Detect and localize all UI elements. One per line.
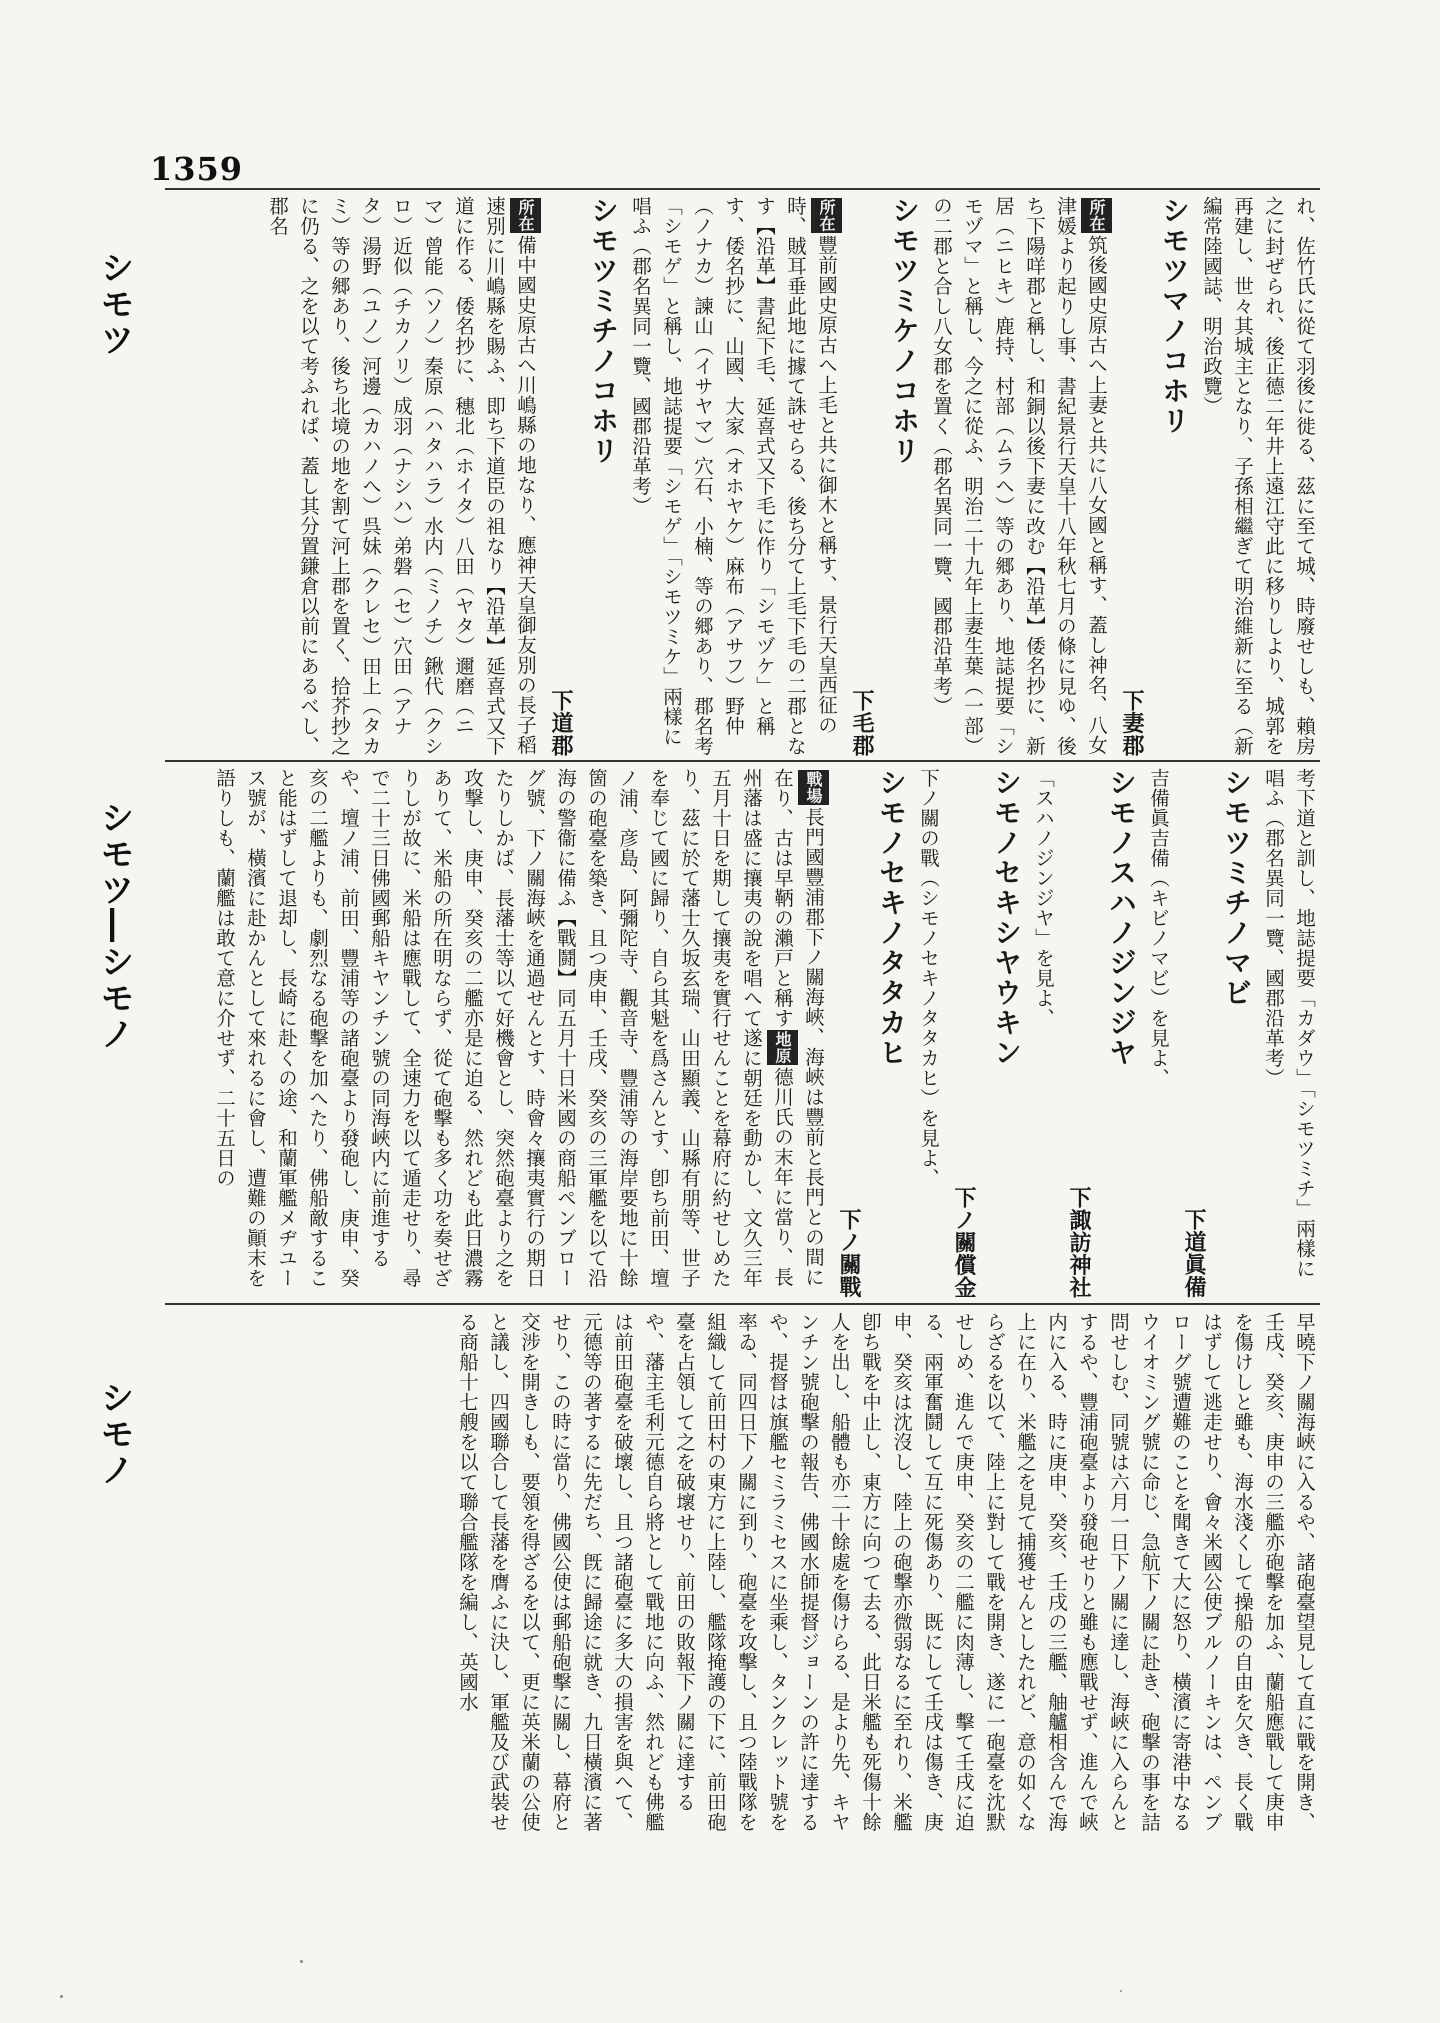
section-top [170, 196, 1320, 756]
entry-region-shimotsuma: 下妻郡 [1119, 688, 1145, 756]
entry-body-mabi [1143, 768, 1174, 1298]
entry-text: 國史原古へ上毛と共に御木と稱す、景行天皇西征の時、賊耳垂此地に據て誅せらる、後ち分て上毛下毛の二郡となす【沿革】書紀下毛、延喜式又下毛に作り「シモヅケ」と稱す、倭名抄に、山國、大家（オホヤケ）麻布（アサフ）野仲（ノナカ）諫山（イサヤマ）穴石、小楠、等の郷あり、郡名考「シモゲ」と稱し、地誌提要「シモゲ」「シモツミケ」兩樣に唱ふ（郡名異同一覽、國郡沿革考） [629, 196, 838, 756]
entry-body-suwa: 「スハノジンジヤ」を見よ、 [1032, 768, 1055, 1028]
entry-text: 國史原古へ上妻と共に八女國と稱す、蓋し神名、八女津媛より起りし事、書紀景行天皇十八年秋七月の條に見ゆ、後ち下陽咩郡と稱し、和銅以後下妻に改む【沿革】倭名抄に、新居（ニヒキ）鹿持、村部（ムラヘ）等の郷あり、地誌提要「シモヅマ」と稱し、今之に從ふ、明治二十九年上妻生葉（一部）の二郡と合し八女郡を置く（郡名異同一覽、國郡沿革考） [930, 196, 1108, 756]
province-name: 豐前 [815, 235, 838, 275]
running-head-bottom: シモノ [94, 1380, 134, 1488]
province-name: 備中 [514, 235, 537, 275]
entry-loc-shimotsumike [842, 196, 882, 756]
terrain-tag: 地原 [767, 1030, 798, 1065]
entry-crossref: 吉備眞吉 [1147, 768, 1170, 848]
running-head-top: シモツ [94, 250, 134, 358]
section-bottom [170, 1312, 1320, 1832]
continued-text: 考下道と訓し、地誌提要「カダウ」「シモツミチ」兩樣に唱ふ（郡名異同一覽、國郡沿革考） [1262, 768, 1316, 1279]
entry-title-shimotsumichi: シモツミチノコホリ [587, 196, 620, 466]
divider-2 [165, 1303, 1320, 1305]
running-head-middle: シモツ―シモノ [94, 800, 134, 1052]
entry-body-continued: 早曉下ノ關海峽に入るや、諸砲臺望見して直に戰を開き、壬戌、癸亥、庚申の三艦亦砲擊を加ふ、蘭船應戰して庚申を傷けしと雖も、海水淺くして操船の自由を欠き、長く戰はずして逃走せり、會々米國公使ブルノーキンは、ペンブローグ號遭難のことを聞きて大に怒り、橫濱に寄港中なるウイオミング號に命じ、急航下ノ關に赴き、砲擊の事を詰問せしむ、同號は六月一日下ノ關に達し、海峽に入らんとするや、豐浦砲臺より發砲せりと雖も應戰せず、進んで峽内に入る、時に庚申、癸亥、壬戌の三艦、舳艫相含んで海上に在り、米艦之を見て捕獲せんとしたれど、意の如くならざるを以て、陸上に對して戰を開き、遂に一砲臺を沈默せしめ、進んで庚申、癸亥の二艦に肉薄し、擊て壬戌に迫る、兩軍奮鬪して互に死傷あり、既にして壬戌は傷き、庚申、癸亥は沈沒し、陸上の砲擊亦微弱なるに至れり、米艦卽ち戰を中止し、東方に向つて去る、此日米艦も死傷十餘人を出し、船體も亦二十餘處を傷けらる、是より先、キヤンチン號砲擊の報告、佛國水師提督ジョーンの許に達するや、提督は旗艦セミラミセスに坐乘し、タンクレット號を率ゐ、同四日下ノ關に到り、砲臺を攻擊し、且つ陸戰隊を組織して前田村の東方に上陸し、艦隊掩護の下に、前田砲臺を占領して之を破壞せり、前田の敗報下ノ關に達するや、藩主毛利元德自ら將として戰地に向ふ、然れども佛艦は前田砲臺を破壞し、且つ諸砲臺に多大の損害を與へて、元德等の著するに先だち、旣に歸途に就き、九日橫濱に著せり、この時に當り、佛國公使は郵船砲擊に關し、幕府と交涉を開きしも、要領を得ざるを以て、更に英米蘭の公使と議し、四國聯合して長藩を膺ふに決し、軍艦及び武裝せる商船十七艘を以て聯合艦隊を編し、英國水 [456, 1312, 1316, 1832]
entry-region-tatakai: 下ノ關戰 [836, 1208, 862, 1298]
entry-body-shoukin: 下ノ關の戰（シモノセキノタタカヒ）を見よ、 [917, 768, 940, 1188]
entry-body-shimotsuma [926, 196, 1112, 756]
entry-loc-shimotsumichi [541, 196, 581, 756]
entry-text: 國史原古へ川嶋縣の地なり、應神天皇御友別の長子稻速別に川嶋縣を賜ふ、即ち下道臣の祖なり【沿革】延喜式又下道に作る、倭名抄に、穗北（ホイタ）八田（ヤタ）邇磨（ニマ）曾能（ソノ）秦原（ハタハラ）水内（ミノチ）鍬代（クシロ）近似（チカノリ）成羽（ナシハ）弟磐（セ）穴田（アナタ）湯野（ユノ）河邊（カハノへ）呉妹（クレセ）田上（タカミ）等の郷あり、後ち北境の地を割て河上郡を置く、拾芥抄之に仍る、之を以て考ふれば、蓋し其分置鎌倉以前にあるべし、郡名 [266, 196, 537, 756]
entry-title-mabi: シモツミチノマビ [1220, 768, 1253, 1008]
entry-loc-suwa [1059, 768, 1099, 1298]
entry-title-shoukin: シモノセキシヤウキン [990, 768, 1023, 1068]
entry-text: 德川氏の末年に當り、長州藩は盛に攘夷の說を唱へて遂に朝廷を動かし、文久三年五月十日を期して攘夷を實行せんことを幕府に約せしめたり、茲に於て藩士久坂玄瑞、山田顯義、山縣有朋等、世子を奉じて國に歸り、自ら其魁を爲さんとす、卽ち前田、壇ノ浦、彦島、阿彌陀寺、觀音寺、豐浦等の海岸要地に十餘箇の砲臺を築き、且つ庚申、壬戌、癸亥の三軍艦を以て沿海の警衞に備ふ【戰鬪】同五月十日米國の商船ペンブローグ號、下ノ關海峽を通過せんとす、時會々攘夷實行の期日たりしかば、長藩士等以て好機會とし、突然砲臺より之を攻撃し、庚申、癸亥の二艦亦是に迫る、然れども此日濃霧ありて、米船の所在明ならず、從て砲擊も多く功を奏せざりしが故に、米船は應戰して、全速力を以て遁走せり、尋で二十三日佛國郵船キヤンチン號の同海峽内に前進するや、壇ノ浦、前田、豐浦等の諸砲臺より發砲し、庚申、癸亥の二艦よりも、劇烈なる砲擊を加へたり、佛船敵すること能はずして退却し、長崎に赴くの途、和蘭軍艦メヂユース號が、橫濱に赴かんとして來れるに會し、遭難の顚末を語りしも、蘭艦は敢て意に介せず、二十五日の [213, 768, 794, 1288]
continued-text: れ、佐竹氏に從て羽後に徙る、茲に至て城、時廢せしも、賴房之に封ぜられ、後正德二年井上遠江守此に移りしより、城郭を再建し、世々其城主となり、子孫相繼ぎて明治維新に至る（新編常陸國誌、明治政覽） [1200, 196, 1316, 756]
entry-body-tatakai [209, 768, 829, 1298]
entry-body-shimotsumichi [262, 196, 541, 756]
entry-text: 備（キビノマビ）を見よ、 [1147, 848, 1170, 1088]
entry-loc-mabi [1174, 768, 1214, 1298]
scan-speck [1120, 1990, 1122, 1992]
entry-region-suwa: 下諏訪神社 [1066, 1185, 1092, 1298]
battlefield-tag: 戰場 [798, 770, 829, 805]
entry-region-shimotsumike: 下毛郡 [849, 688, 875, 756]
scan-speck [300, 1960, 303, 1963]
location-tag: 所在 [811, 198, 842, 233]
location-tag: 所在 [1081, 198, 1112, 233]
entry-title-shimotsuma: シモツマノコホリ [1158, 196, 1191, 436]
page-number: 1359 [150, 150, 244, 188]
divider-1 [165, 760, 1320, 762]
top-rule [165, 188, 1320, 190]
entry-region-shoukin: 下ノ關償金 [951, 1185, 977, 1298]
entry-region-shimotsumichi: 下道郡 [548, 688, 574, 756]
province-name: 筑後 [1085, 235, 1108, 275]
entry-loc-shoukin [944, 768, 984, 1298]
entry-title-suwa: シモノスハノジンジヤ [1105, 768, 1138, 1068]
section-middle [170, 768, 1320, 1298]
entry-loc-shimotsuma [1112, 196, 1152, 756]
location-tag: 所在 [510, 198, 541, 233]
entry-title-shimotsumike: シモツミケノコホリ [888, 196, 921, 466]
entry-region-mabi: 下道眞備 [1181, 1208, 1207, 1298]
entry-title-tatakai: シモノセキノタタカヒ [875, 768, 908, 1068]
scan-speck [60, 1995, 63, 1998]
entry-body-shimotsumike [625, 196, 842, 756]
entry-loc-tatakai [829, 768, 869, 1298]
entry-text: 長門國豐浦郡下ノ關海峽、海峽は豐前と長門との間に在り、古は早鞆の瀨戸と稱す [771, 768, 825, 1287]
